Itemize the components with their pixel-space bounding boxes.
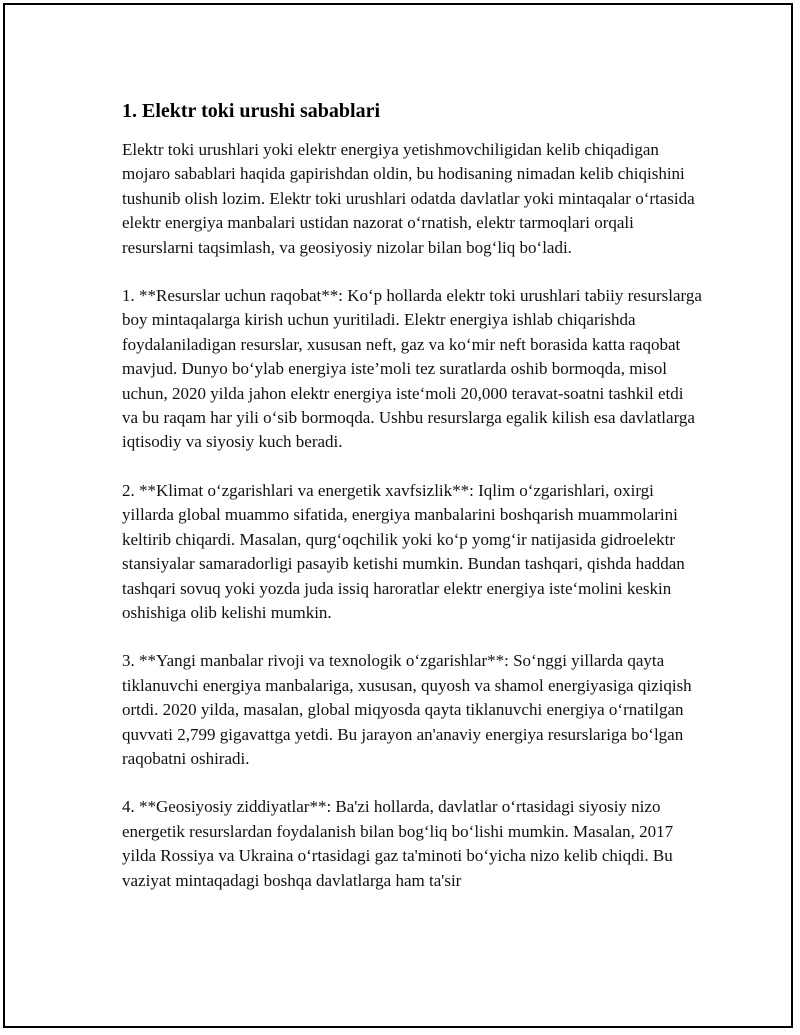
document-content (122, 97, 702, 917)
page-frame (3, 3, 793, 1028)
paragraph-resources: 1. **Resurslar uchun raqobat**: Ko‘p hollarda elektr toki urushlari tabiiy resurslarga boy mintaqalarga kirish uchun yuritiladi. Elektr energiya ishlab chiqarishda foydalaniladigan resurslar, xususan neft, gaz va ko‘mir neft borasida katta raqobat mavjud. Dunyo bo‘ylab energiya iste’moli tez suratlarda oshib bormoqda, misol uchun, 2020 yilda jahon elektr energiya iste‘moli 20,000 teravat-soatni tashkil etdi va bu raqam har yili o‘sib bormoqda. Ushbu resurslarga egalik kilish esa davlatlarga iqtisodiy va siyosiy kuch beradi. (122, 286, 702, 452)
paragraph-new-sources: 3. **Yangi manbalar rivoji va texnologik o‘zgarishlar**: So‘nggi yillarda qayta tiklanuvchi energiya manbalariga, xususan, quyosh va shamol energiyasiga qiziqish ortdi. 2020 yilda, masalan, global miqyosda qayta tiklanuvchi energiya o‘rnatilgan quvvati 2,799 gigavattga yetdi. Bu jarayon an'anaviy energiya resurslariga bo‘lgan raqobatni oshiradi. (122, 651, 692, 768)
section-heading: 1. Elektr toki urushi sabablari (122, 100, 381, 122)
paragraph-climate: 2. **Klimat o‘zgarishlari va energetik xavfsizlik**: Iqlim o‘zgarishlari, oxirgi yillarda global muammo sifatida, energiya manbalarini boshqarish muammolarini keltirib chiqardi. Masalan, qurg‘oqchilik yoki ko‘p yomg‘ir natijasida gidroelektr stansiyalar samaradorligi pasayib ketishi mumkin. Bundan tashqari, qishda haddan tashqari sovuq yoki yozda juda issiq haroratlar elektr energiya iste‘molini keskin oshishiga olib kelishi mumkin. (122, 480, 685, 622)
paragraph-geopolitics: 4. **Geosiyosiy ziddiyatlar**: Ba'zi hollarda, davlatlar o‘rtasidagi siyosiy nizo energetik resurslardan foydalanish bilan bog‘liq bo‘lishi mumkin. Masalan, 2017 yilda Rossiya va Ukraina o‘rtasidagi gaz ta'minoti bo‘yicha nizo kelib chiqdi. Bu vaziyat mintaqadagi boshqa davlatlarga ham ta'sir (122, 797, 674, 890)
intro-paragraph: Elektr toki urushlari yoki elektr energiya yetishmovchiligidan kelib chiqadigan mojaro sabablari haqida gapirishdan oldin, bu hodisaning nimadan kelib chiqishini tushunib olish lozim. Elektr toki urushlari odatda davlatlar yoki mintaqalar o‘rtasida elektr energiya manbalari ustidan nazorat o‘rnatish, elektr tarmoqlari orqali resurslarni taqsimlash, va geosiyosiy nizolar bilan bog‘liq bo‘ladi. (122, 140, 695, 257)
